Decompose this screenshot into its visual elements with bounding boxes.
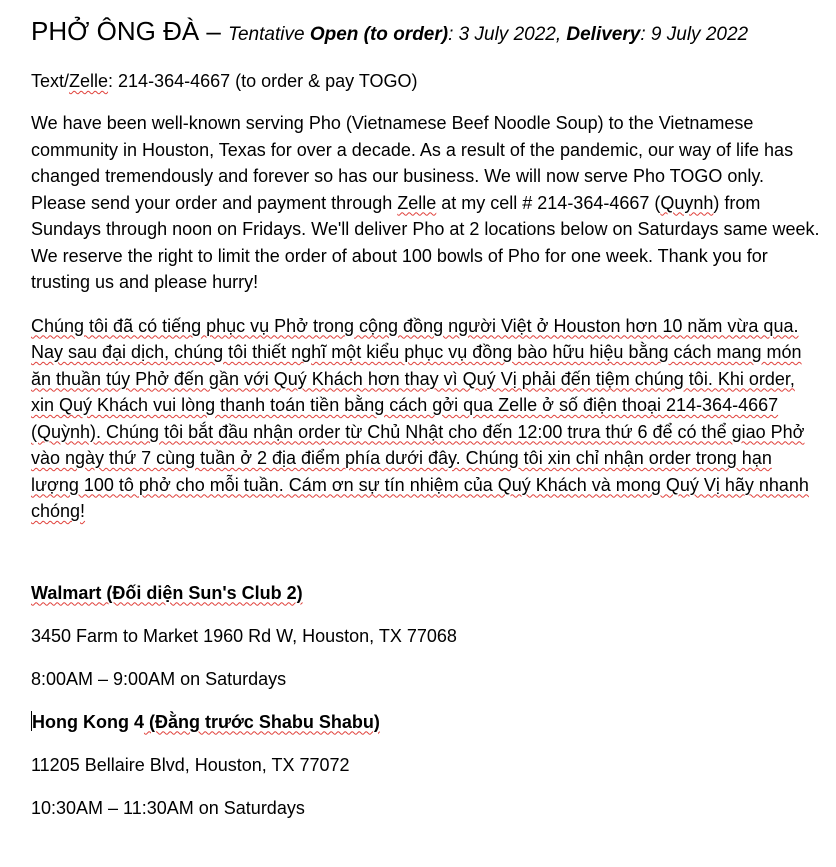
location-1-name bbox=[31, 582, 821, 604]
location-1-address: 3450 Farm to Market 1960 Rd W, Houston, TX 77068 bbox=[31, 625, 457, 646]
english-zelle: Zelle bbox=[397, 192, 437, 213]
vietnamese-text: Chúng tôi đã có tiếng phục vụ Phở trong cộng đồng người Việt ở Houston hơn 10 năm vừa qua. Nay sau đại dịch, chúng tôi thiết nghĩ một kiểu phục vụ đồng bào hữu hiệu bằng cách mang món ăn thuần túy Phở đến gần với Quý Khách hơn thay vì Quý Vị phải đến tiệm chúng tôi. Khi order, xin Quý Khách vui lòng thanh toán tiền bằng cách gởi qua Zelle ở số điện thoại 214-364-4667 (Quỳnh). Chúng tôi bắt đầu nhận order từ Chủ Nhật cho đến 12:00 trưa thứ 6 để có thể giao Phở vào ngày thứ 7 cùng tuần ở 2 địa điểm phía dưới đây. Chúng tôi xin chỉ nhận order trong hạn lượng 100 tô phở cho mỗi tuần. Cám ơn sự tín nhiệm của Quý Khách và mong Quý Vị hãy nhanh chóng! bbox=[31, 315, 809, 521]
restaurant-name: PHỞ ÔNG ĐÀ bbox=[31, 16, 200, 46]
english-part-1: We have been well-known serving Pho (Vietnamese Beef Noodle Soup) to the Vietnamese community in Houston, Texas for over a decade. As a result of the pandemic, our way of life has changed tremendously and forever so has our business. We will now serve Pho TOGO only. Please send your order and payment through bbox=[31, 113, 794, 213]
location-2-hours: 10:30AM – 11:30AM on Saturdays bbox=[31, 797, 305, 818]
locations-list bbox=[31, 582, 821, 819]
english-part-2: at my cell # 214-364-4667 ( bbox=[436, 192, 661, 213]
english-paragraph bbox=[31, 110, 821, 296]
location-1-hours: 8:00AM – 9:00AM on Saturdays bbox=[31, 668, 287, 689]
contact-prefix: Text/ bbox=[31, 71, 70, 91]
english-part-3: ) from Sundays through noon on Fridays. We'll deliver Pho at 2 locations below on Saturdays same week. We reserve the right to limit the order of about 100 bowls of Pho for one week. Thank you for trusting us and please hurry! bbox=[31, 192, 820, 292]
location-1-name-note: (Đối diện Sun's Club 2) bbox=[101, 582, 303, 603]
contact-zelle: Zelle bbox=[69, 71, 109, 91]
contact-line bbox=[31, 68, 821, 94]
contact-phone: : 214-364-4667 (to order & pay TOGO) bbox=[108, 71, 418, 91]
title-tentative: Tentative bbox=[228, 24, 310, 45]
location-2-address: 11205 Bellaire Blvd, Houston, TX 77072 bbox=[31, 754, 350, 775]
location-2-name-note: (Đằng trước Shabu Shabu) bbox=[143, 711, 380, 732]
delivery-label: Delivery bbox=[566, 24, 641, 45]
open-label: Open (to order) bbox=[309, 24, 449, 45]
document-page bbox=[31, 14, 821, 840]
title-dash: – bbox=[199, 16, 229, 46]
document-title bbox=[31, 14, 821, 48]
vietnamese-paragraph bbox=[31, 313, 821, 525]
location-2-name-main: Hong Kong 4 bbox=[32, 711, 144, 732]
english-quynh: Quynh bbox=[660, 192, 714, 213]
location-2-name bbox=[31, 711, 821, 733]
location-1-name-main: Walmart bbox=[31, 582, 102, 603]
delivery-date: : 9 July 2022 bbox=[640, 24, 749, 45]
open-date: : 3 July 2022, bbox=[448, 24, 567, 45]
